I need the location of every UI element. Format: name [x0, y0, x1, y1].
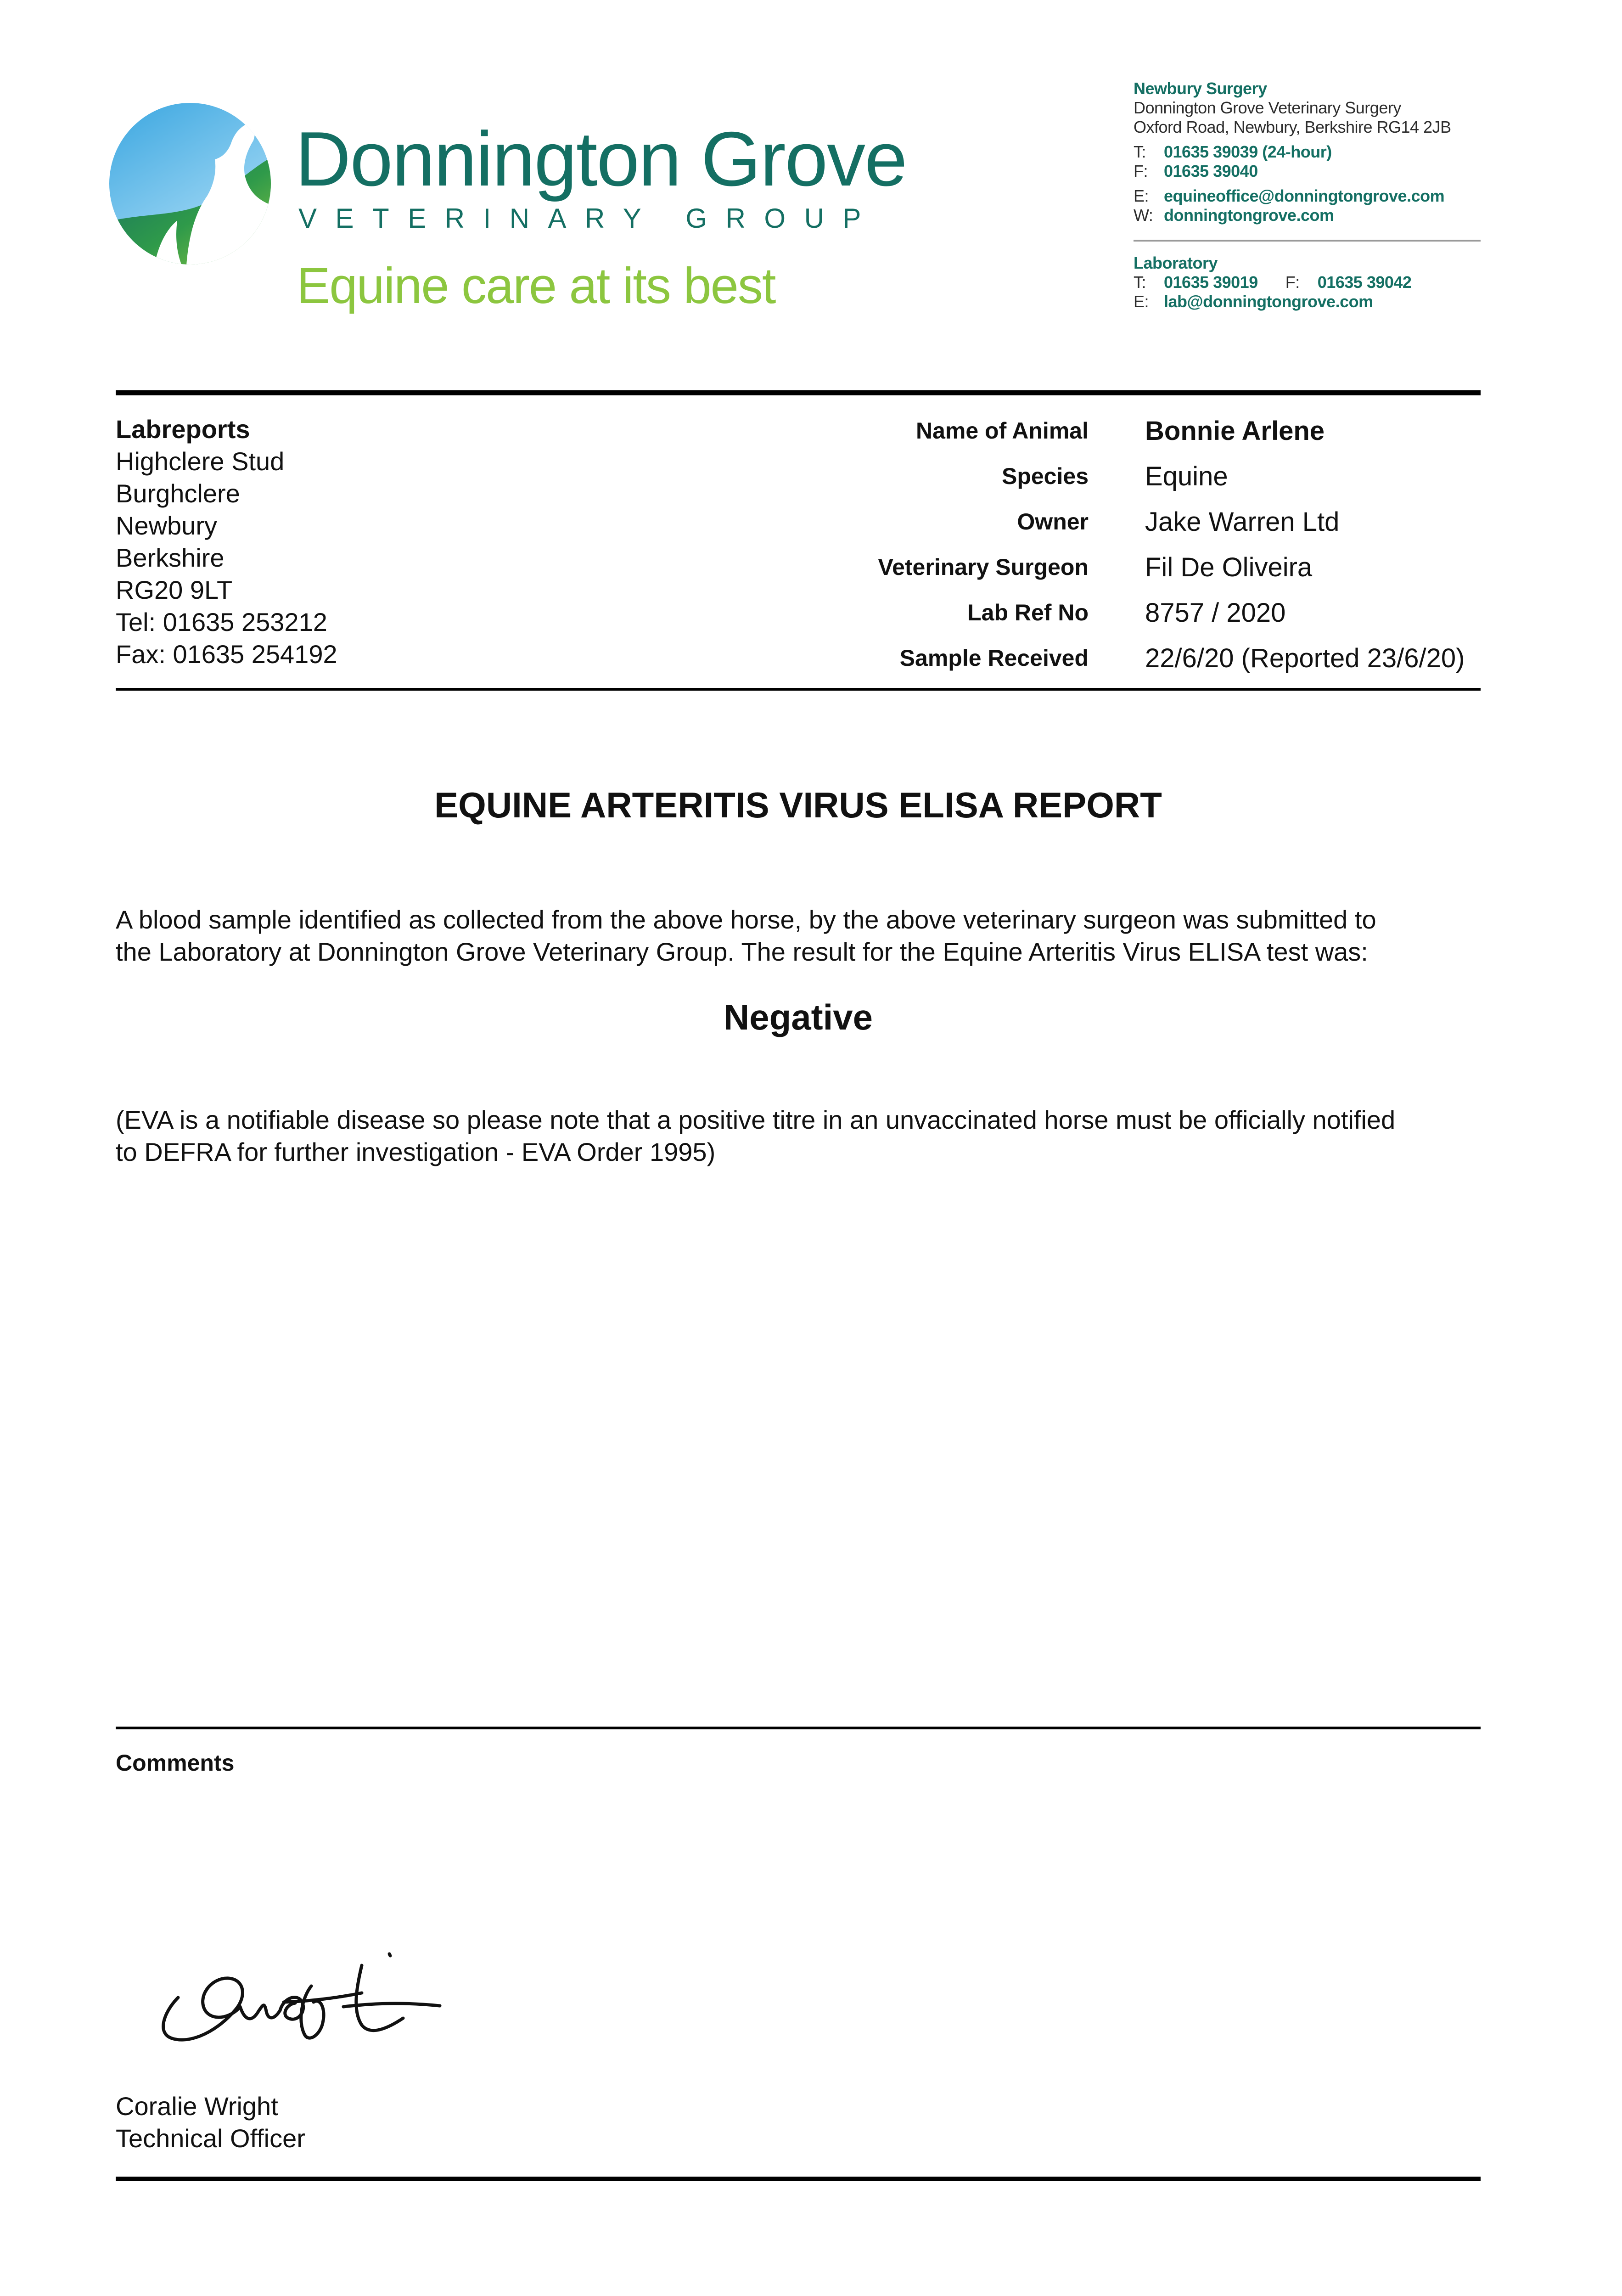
comments-rule	[116, 1727, 1481, 1729]
handwritten-signature	[146, 1942, 458, 2057]
brand-subtitle: VETERINARY GROUP	[298, 203, 880, 234]
address-line: Berkshire	[116, 543, 224, 572]
brand-name: Donnington Grove	[295, 116, 907, 202]
surgery-heading: Newbury Surgery	[1134, 79, 1267, 98]
header-rule	[116, 390, 1481, 395]
species-value: Equine	[1145, 461, 1228, 491]
fax-label: F:	[1134, 162, 1148, 180]
address-line: Newbury	[116, 511, 217, 540]
recipient-name: Labreports	[116, 415, 250, 444]
detail-row-received	[872, 643, 1481, 688]
detail-label: Veterinary Surgeon	[878, 554, 1089, 580]
signer-block	[116, 2090, 305, 2155]
detail-row-animal	[872, 416, 1481, 461]
test-result: Negative	[723, 997, 873, 1037]
address-line: Highclere Stud	[116, 447, 285, 476]
surgery-address-line2: Oxford Road, Newbury, Berkshire RG14 2JB	[1134, 118, 1451, 136]
labref-value: 8757 / 2020	[1145, 598, 1286, 628]
surgery-website-link[interactable]: donningtongrove.com	[1164, 206, 1334, 225]
contact-divider	[1134, 240, 1481, 242]
lab-tel-label: T:	[1134, 273, 1146, 292]
surgery-fax: 01635 39040	[1164, 162, 1258, 180]
recipient-address	[116, 413, 337, 670]
lab-fax: 01635 39042	[1317, 273, 1412, 292]
report-paragraph	[116, 904, 1481, 968]
signer-title: Technical Officer	[116, 2124, 305, 2153]
detail-row-labref	[872, 597, 1481, 643]
address-line: RG20 9LT	[116, 575, 233, 604]
detail-label: Lab Ref No	[967, 600, 1089, 625]
tel-label: T:	[1134, 142, 1146, 161]
brand-tagline: Equine care at its best	[297, 258, 775, 314]
detail-label: Owner	[1017, 509, 1089, 535]
paragraph-line: A blood sample identified as collected from the above horse, by the above veterinary surgeon was submitted to	[116, 905, 1376, 934]
address-line: Burghclere	[116, 479, 240, 508]
lab-email-label: E:	[1134, 292, 1149, 311]
email-label: E:	[1134, 186, 1149, 205]
surgery-contact	[1134, 79, 1451, 225]
detail-row-vet	[872, 552, 1481, 597]
lab-email-link[interactable]: lab@donningtongrove.com	[1164, 292, 1373, 311]
note-line: to DEFRA for further investigation - EVA Order 1995)	[116, 1137, 716, 1166]
footer-rule	[116, 2177, 1481, 2181]
received-value: 22/6/20 (Reported 23/6/20)	[1145, 643, 1465, 673]
surgery-address-line1: Donnington Grove Veterinary Surgery	[1134, 98, 1401, 117]
note-line: (EVA is a notifiable disease so please note that a positive titre in an unvaccinated horse must be officially notified	[116, 1105, 1396, 1134]
animal-name: Bonnie Arlene	[1145, 416, 1325, 446]
logo-emblem	[108, 102, 272, 265]
surgery-phone: 01635 39039 (24-hour)	[1164, 142, 1332, 161]
paragraph-line: the Laboratory at Donnington Grove Veterinary Group. The result for the Equine Arteritis Virus ELISA test was:	[116, 937, 1368, 966]
notifiable-note	[116, 1104, 1481, 1168]
recipient-fax: Fax: 01635 254192	[116, 640, 337, 669]
comments-label: Comments	[116, 1750, 235, 1776]
laboratory-heading: Laboratory	[1134, 253, 1218, 272]
detail-row-owner	[872, 506, 1481, 552]
detail-label: Sample Received	[899, 645, 1089, 671]
surgery-email-link[interactable]: equineoffice@donningtongrove.com	[1164, 186, 1445, 205]
detail-row-species	[872, 461, 1481, 506]
lab-fax-label: F:	[1285, 273, 1300, 292]
recipient-tel: Tel: 01635 253212	[116, 608, 327, 636]
report-title: EQUINE ARTERITIS VIRUS ELISA REPORT	[434, 785, 1162, 825]
detail-label: Name of Animal	[915, 418, 1089, 444]
vet-value: Fil De Oliveira	[1145, 552, 1313, 582]
details-rule	[116, 688, 1481, 691]
detail-label: Species	[1001, 463, 1089, 489]
animal-details	[872, 416, 1481, 688]
web-label: W:	[1134, 206, 1153, 225]
lab-phone: 01635 39019	[1164, 273, 1258, 292]
laboratory-contact	[1134, 253, 1411, 311]
owner-value: Jake Warren Ltd	[1145, 507, 1340, 537]
signer-name: Coralie Wright	[116, 2092, 278, 2121]
